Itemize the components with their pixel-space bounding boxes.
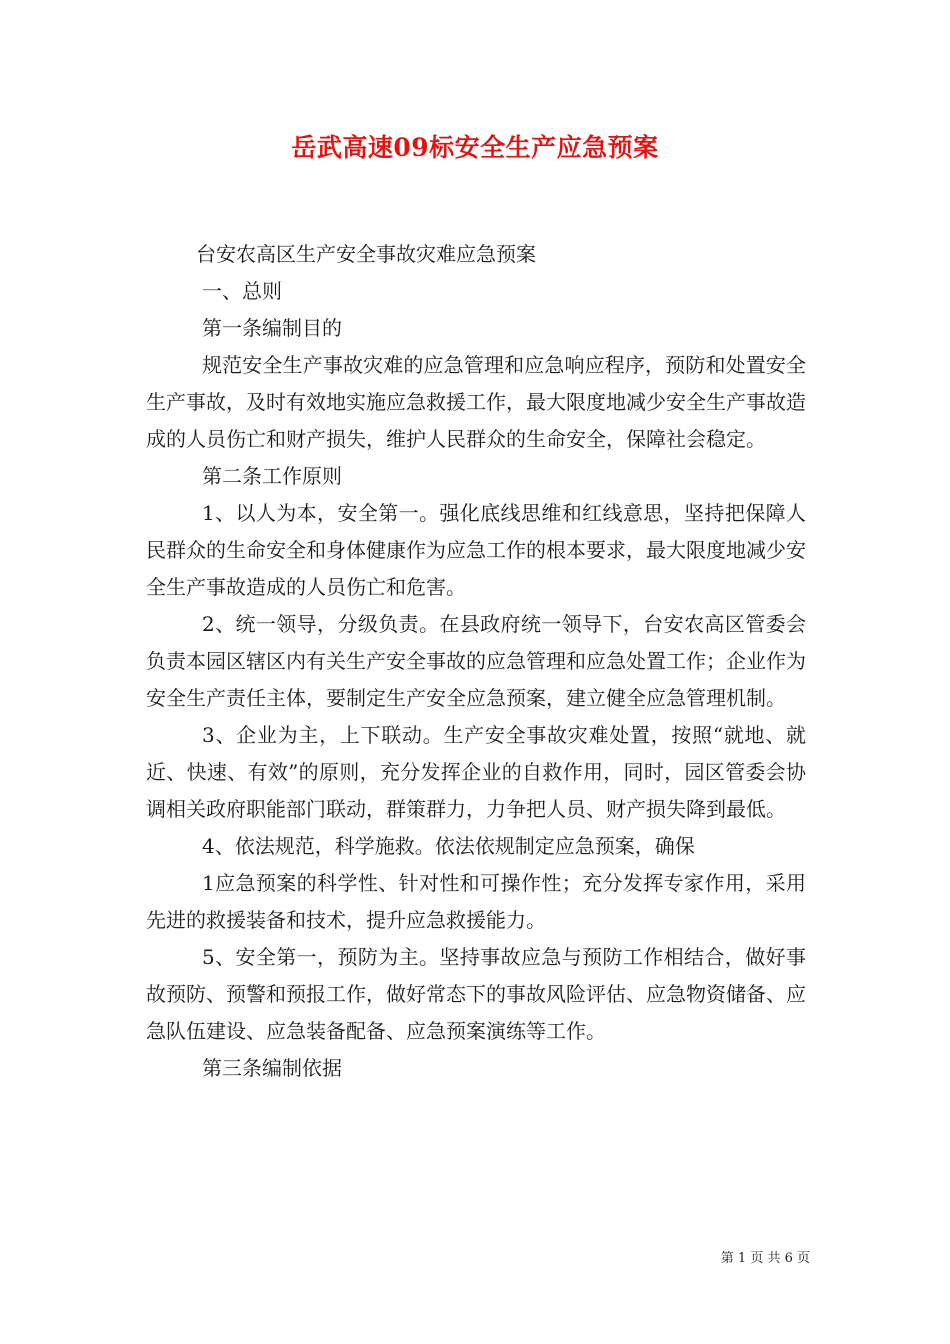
paragraph: 4、依法规范，科学施救。依法依规制定应急预案，确保 bbox=[202, 834, 695, 858]
document-body bbox=[146, 236, 806, 1087]
paragraph: 规范安全生产事故灾难的应急管理和应急响应程序，预防和处置安全生产事故，及时有效地实施应急救援工作，最大限度地减少安全生产事故造成的人员伤亡和财产损失，维护人民群众的生命安全，保障社会稳定。 bbox=[146, 353, 806, 451]
page-number-footer: 第 1 页 共 6 页 bbox=[720, 1251, 810, 1266]
paragraph: 2、统一领导，分级负责。在县政府统一领导下，台安农高区管委会负责本园区辖区内有关生产安全事故的应急管理和应急处置工作；企业作为安全生产责任主体，要制定生产安全应急预案，建立健全应急管理机制。 bbox=[146, 612, 806, 710]
paragraph: 1应急预案的科学性、针对性和可操作性；充分发挥专家作用，采用先进的救援装备和技术，提升应急救援能力。 bbox=[146, 871, 806, 932]
section-heading: 一、总则 bbox=[202, 279, 282, 303]
paragraph: 1、以人为本，安全第一。强化底线思维和红线意思，坚持把保障人民群众的生命安全和身体健康作为应急工作的根本要求，最大限度地减少安全生产事故造成的人员伤亡和危害。 bbox=[146, 501, 806, 599]
document-title: 岳武高速09标安全生产应急预案 bbox=[291, 133, 659, 162]
article-heading: 第二条工作原则 bbox=[202, 464, 342, 488]
paragraph-heading: 台安农高区生产安全事故灾难应急预案 bbox=[196, 242, 536, 266]
paragraph: 3、企业为主，上下联动。生产安全事故灾难处置，按照“就地、就近、快速、有效”的原则，充分发挥企业的自救作用，同时，园区管委会协调相关政府职能部门联动，群策群力，力争把人员、财产损失降到最低。 bbox=[146, 723, 806, 821]
article-heading: 第一条编制目的 bbox=[202, 316, 342, 340]
article-heading: 第三条编制依据 bbox=[202, 1056, 342, 1080]
paragraph: 5、安全第一，预防为主。坚持事故应急与预防工作相结合，做好事故预防、预警和预报工作，做好常态下的事故风险评估、应急物资储备、应急队伍建设、应急装备配备、应急预案演练等工作。 bbox=[146, 945, 806, 1043]
